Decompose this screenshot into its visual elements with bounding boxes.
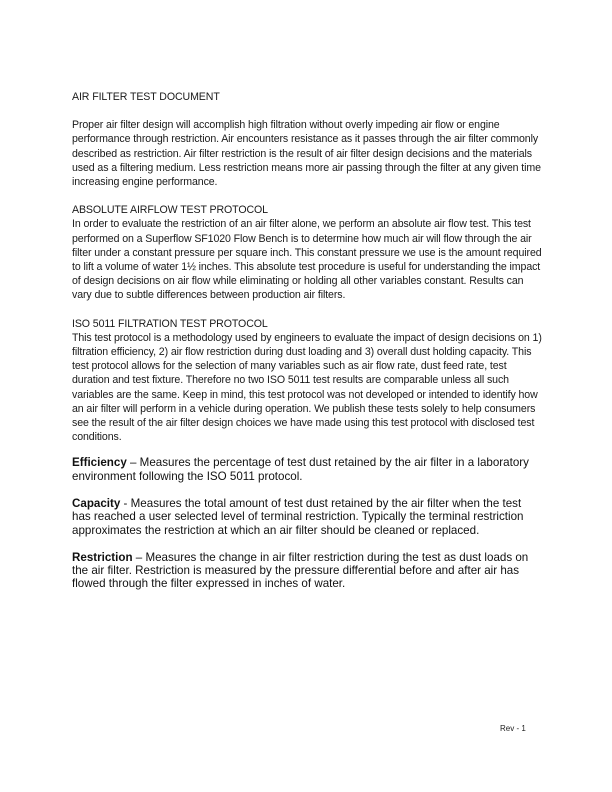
intro-paragraph: Proper air filter design will accomplish high filtration without overly impeding air flow or engine performance through restriction. Air encounters resistance as it passes through the air filter commonly described as restriction. Air filter restriction is the result of air filter design decisions and the materials used as a filtering medium. Less restriction means more air passing through the filter at any given time increasing engine performance. bbox=[72, 119, 541, 189]
definition-separator: – bbox=[126, 456, 140, 470]
definition-capacity bbox=[72, 497, 542, 537]
document-page bbox=[72, 90, 542, 604]
document-title: AIR FILTER TEST DOCUMENT bbox=[72, 91, 220, 103]
revision-footer: Rev - 1 bbox=[500, 724, 526, 733]
section-body: This test protocol is a methodology used by engineers to evaluate the impact of design decisions on 1) filtration efficiency, 2) air flow restriction during dust loading and 3) overall dust holding capacity. This test protocol allows for the selection of many variables such as air flow rate, dust feed rate, test duration and test fixture. Therefore no two ISO 5011 test results are comparable unless all such variables are the same. Keep in mind, this test protocol was not developed or intended to identify how an air filter will perform in a vehicle during operation. We publish these tests solely to help consumers see the result of the air filter design choices we have made using this test protocol with disclosed test conditions. bbox=[72, 331, 542, 444]
definitions-list bbox=[72, 456, 542, 590]
section-iso-5011 bbox=[72, 317, 542, 445]
definition-term: Efficiency bbox=[72, 456, 127, 470]
definition-text: Measures the change in air filter restriction during the test as dust loads on the air filter. Restriction is measured by the pressure differential before and after air has flowed through the filter expressed in inches of water. bbox=[72, 550, 529, 591]
section-absolute-airflow bbox=[72, 203, 542, 302]
definition-term: Capacity bbox=[72, 496, 121, 510]
definition-restriction bbox=[72, 551, 542, 591]
definition-separator: – bbox=[132, 550, 146, 564]
definition-text: Measures the percentage of test dust retained by the air filter in a laboratory environment following the ISO 5011 protocol. bbox=[72, 456, 529, 483]
definition-text: Measures the total amount of test dust retained by the air filter when the test has reached a user selected level of terminal restriction. Typically the terminal restriction approximates the restriction at which an air filter should be cleaned or replaced. bbox=[72, 496, 524, 537]
section-body: In order to evaluate the restriction of an air filter alone, we perform an absolute air flow test. This test performed on a Superflow SF1020 Flow Bench is to determine how much air will flow through the air filter under a constant pressure per square inch. This constant pressure we use is the amount required to lift a volume of water 1½ inches. This absolute test procedure is useful for understanding the impact of design decisions on air flow while eliminating or holding all other variables constant. Results can vary due to subtle differences between production air filters. bbox=[72, 218, 542, 302]
definition-separator: - bbox=[120, 496, 131, 510]
definition-efficiency bbox=[72, 456, 542, 483]
section-heading: ISO 5011 FILTRATION TEST PROTOCOL bbox=[72, 317, 268, 330]
definition-term: Restriction bbox=[72, 550, 133, 564]
section-heading: ABSOLUTE AIRFLOW TEST PROTOCOL bbox=[72, 204, 268, 217]
